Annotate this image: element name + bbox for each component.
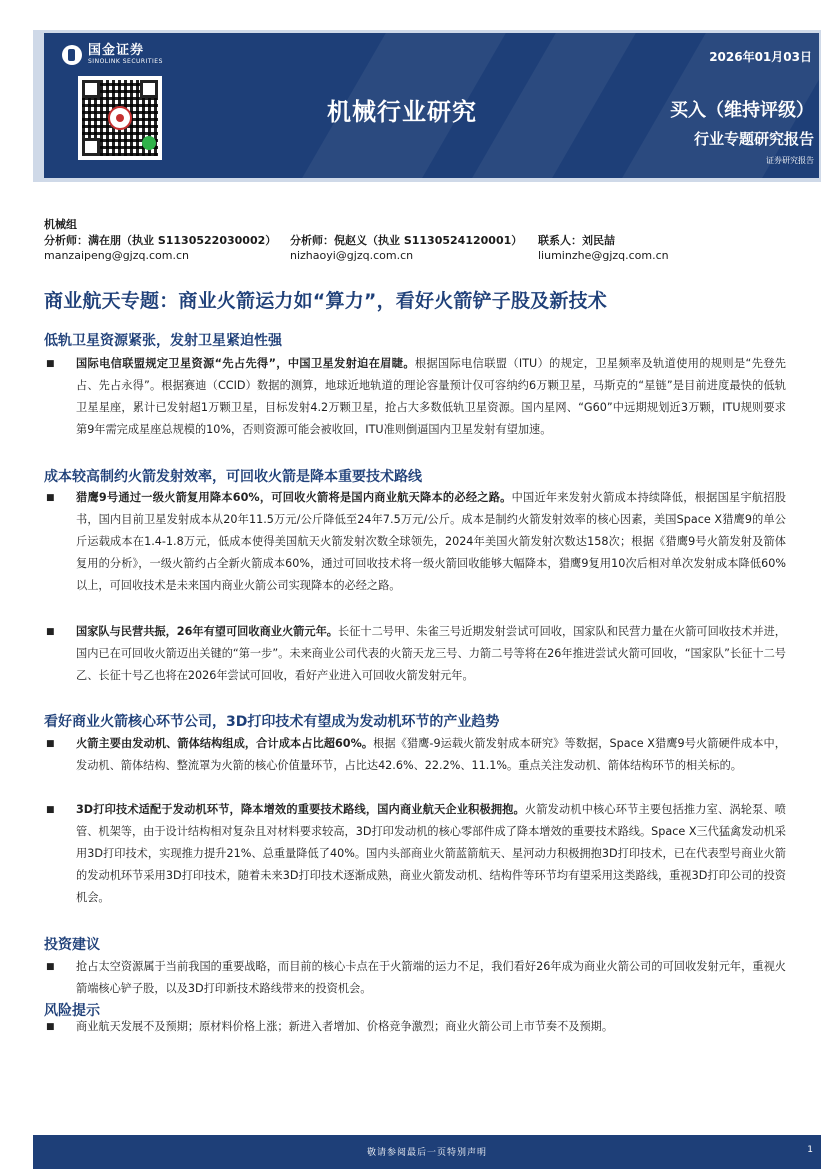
wechat-icon [142, 136, 156, 150]
footer-bar [33, 1135, 821, 1169]
section-heading: 成本较高制约火箭发射效率，可回收火箭是降本重要技术路线 [44, 469, 422, 485]
paragraph-lead: 火箭主要由发动机、箭体结构组成，合计成本占比超60%。 [76, 737, 374, 750]
paragraph [44, 621, 786, 687]
analyst-group: 机械组 [44, 218, 77, 231]
qr-code-icon [78, 76, 162, 160]
paragraph-lead: 国际电信联盟规定卫星资源“先占先得”，中国卫星发射迫在眉睫。 [76, 357, 415, 370]
paragraph-lead: 猎鹰9号通过一级火箭复用降本60%，可回收火箭将是国内商业航天降本的必经之路。 [76, 491, 512, 504]
paragraph [44, 956, 786, 1000]
paragraph-body: 商业航天发展不及预期；原材料价格上涨；新进入者增加、价格竞争激烈；商业火箭公司上市节奏不及预期。 [76, 1020, 614, 1033]
industry-title: 机械行业研究 [327, 98, 477, 126]
paragraph [44, 487, 786, 597]
analyst-2: 分析师：倪赵义（执业 S1130524120001） [290, 234, 523, 247]
bullet-icon: ■ [46, 739, 55, 749]
logo-name-en: SINOLINK SECURITIES [88, 58, 163, 65]
company-logo [62, 42, 163, 68]
contact-1-email[interactable]: liuminzhe@gjzq.com.cn [538, 249, 669, 262]
section-heading: 风险提示 [44, 1003, 100, 1019]
paragraph-body: 火箭发动机中核心环节主要包括推力室、涡轮泵、喷管、机架等，由于设计结构相对复杂且对材料要求较高，3D打印发动机的核心零部件成了降本增效的重要技术路线。Space X三代猛禽发动机采用3D打印技术，实现推力提升21%、总重量降低了40%。国内头部商业火箭蓝箭航天、星河动力积极拥抱3D打印技术，已在代表型号商业火箭的发动机环节采用3D打印技术，随着未来3D打印技术逐渐成熟，商业火箭发动机、结构件等环节均有望采用这类路线，重视3D打印公司的投资机会。 [76, 803, 786, 904]
paragraph-body: 根据《猎鹰-9运载火箭发射成本研究》等数据，Space X猎鹰9号火箭硬件成本中，发动机、箭体结构、整流罩为火箭的核心价值量环节，占比达42.6%、22.2%、11.1%。重点关注发动机、箭体结构环节的相关标的。 [76, 737, 786, 772]
paragraph-lead: 国家队与民营共振，26年有望可回收商业火箭元年。 [76, 625, 338, 638]
bullet-icon: ■ [46, 627, 55, 637]
analyst-2-email[interactable]: nizhaoyi@gjzq.com.cn [290, 249, 414, 262]
section-heading: 看好商业火箭核心环节公司，3D打印技术有望成为发动机环节的产业趋势 [44, 714, 500, 730]
section-heading: 投资建议 [44, 937, 100, 953]
paragraph-body: 长征十二号甲、朱雀三号近期发射尝试可回收，国家队和民营力量在火箭可回收技术并进，国内已在可回收火箭迈出关键的“第一步”。未来商业公司代表的火箭天龙三号、力箭二号等将在26年推进尝试火箭可回收，“国家队”长征十二号乙、长征十号乙也将在2026年尝试可回收，看好产业进入可回收火箭发射元年。 [76, 625, 786, 682]
bullet-icon: ■ [46, 359, 55, 369]
logo-name-cn: 国金证券 [88, 43, 145, 58]
paragraph-lead: 3D打印技术适配于发动机环节，降本增效的重要技术路线，国内商业航天企业积极拥抱。 [76, 803, 525, 816]
contact-1: 联系人：刘民喆 [538, 234, 615, 247]
analyst-1-email[interactable]: manzaipeng@gjzq.com.cn [44, 249, 190, 262]
paragraph-body: 根据国际电信联盟（ITU）的规定，卫星频率及轨道使用的规则是“先登先占、先占永得”。根据赛迪（CCID）数据的测算，地球近地轨道的理论容量预计仅可容纳约6万颗卫星，马斯克的“星链”是目前进度最快的低轨卫星星座，累计已发射超1万颗卫星，目标发射4.2万颗卫星，抢占大多数低轨卫星资源。国内星网、“G60”中远期规划近3万颗，ITU规则要求第9年需完成星座总规模的10%，否则资源可能会被收回，ITU准则倒逼国内卫星发射有望加速。 [76, 357, 786, 436]
paragraph [44, 733, 786, 777]
footer-disclaimer[interactable]: 敬请参阅最后一页特别声明 [366, 1148, 487, 1158]
analyst-1: 分析师：满在朋（执业 S1130522030002） [44, 234, 277, 247]
report-type: 行业专题研究报告 [693, 130, 814, 148]
page-number: 1 [807, 1145, 813, 1155]
bullet-icon: ■ [46, 493, 55, 503]
report-date: 2026年01月03日 [709, 50, 812, 64]
paragraph [44, 799, 786, 909]
banner-stripe [472, 33, 636, 178]
qr-seal-icon [108, 106, 132, 130]
paragraph-body: 抢占太空资源属于当前我国的重要战略，而目前的核心卡点在于火箭端的运力不足，我们看好26年成为商业火箭公司的可回收发射元年，重视火箭端核心铲子股，以及3D打印新技术路线带来的投资机会。 [76, 960, 786, 995]
report-subtype: 证券研究报告 [766, 156, 814, 165]
bullet-icon: ■ [46, 1022, 55, 1032]
section-heading: 低轨卫星资源紧张，发射卫星紧迫性强 [44, 333, 282, 349]
paragraph [44, 353, 786, 441]
bullet-icon: ■ [46, 805, 55, 815]
rating-label: 买入（维持评级） [670, 100, 814, 121]
logo-mark-icon [62, 45, 82, 65]
paragraph [44, 1016, 786, 1038]
bullet-icon: ■ [46, 962, 55, 972]
paragraph-body: 中国近年来发射火箭成本持续降低，根据国星宇航招股书，国内目前卫星发射成本从20年11.5万元/公斤降低至24年7.5万元/公斤。成本是制约火箭发射效率的核心因素，美国Space X猎鹰9的单公斤运载成本在1.4-1.8万元，低成本使得美国航天火箭发射次数全球领先，2024年美国火箭发射次数达158次；根据《猎鹰9号火箭发射及箭体复用的分析》，一级火箭约占全新火箭成本60%，通过可回收技术将一级火箭回收能够大幅降本，猎鹰9复用10次后相对单次发射成本降低60%以上，可回收技术是未来国内商业火箭公司实现降本的必经之路。 [76, 491, 786, 592]
report-title: 商业航天专题：商业火箭运力如“算力”，看好火箭铲子股及新技术 [44, 290, 607, 312]
